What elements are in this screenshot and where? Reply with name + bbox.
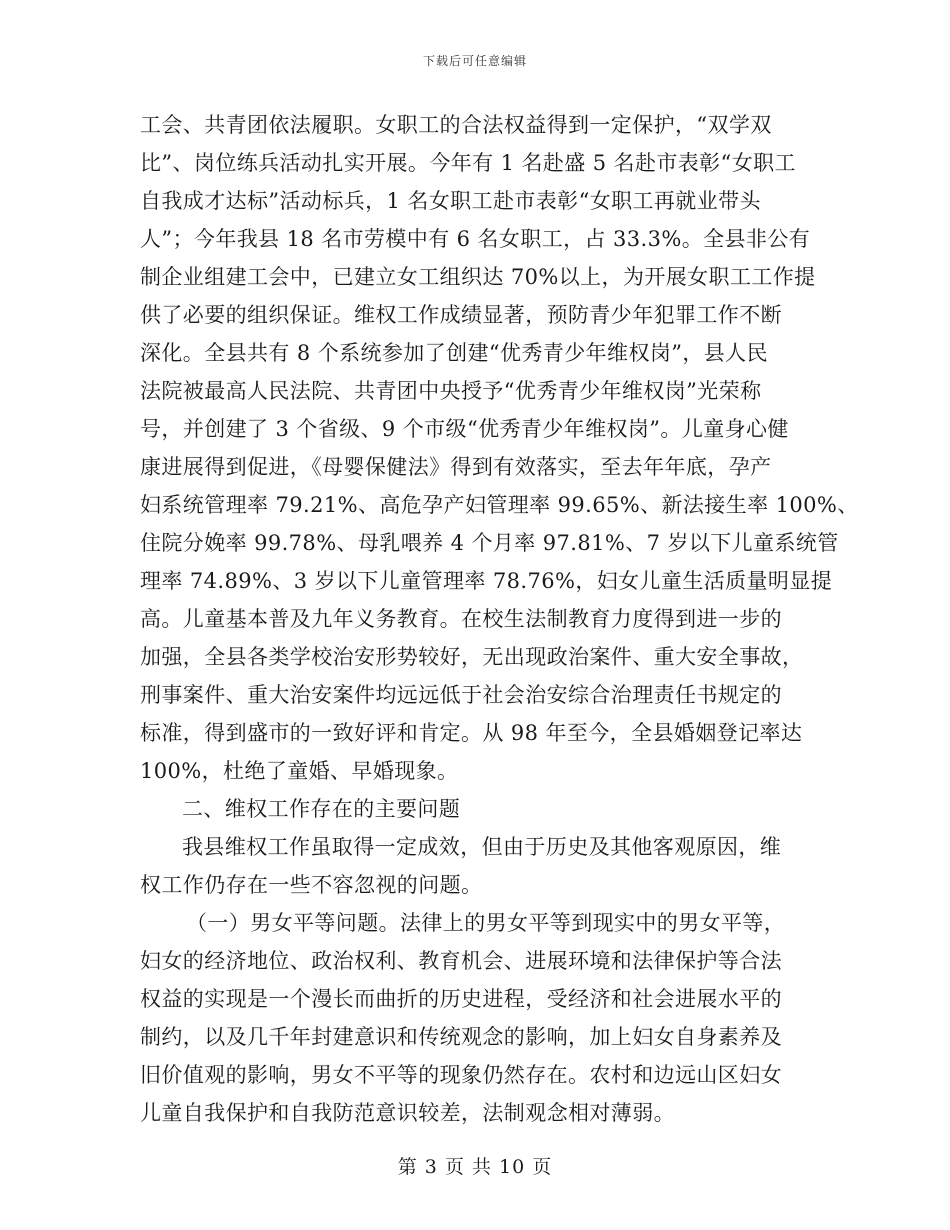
subsection-line: 儿童自我保护和自我防范意识较差，法制观念相对薄弱。 [140, 1101, 675, 1125]
intro-line: 权工作仍存在一些不容忽视的问题。 [140, 873, 483, 897]
body-line: 比”、岗位练兵活动扎实开展。今年有 1 名赴盛 5 名赴市表彰“女职工 [140, 151, 796, 175]
body-line: 100%，杜绝了童婚、早婚现象。 [140, 759, 459, 783]
body-line: 住院分娩率 99.78%、母乳喂养 4 个月率 97.81%、7 岁以下儿童系统管 [140, 531, 839, 555]
body-line: 高。儿童基本普及九年义务教育。在校生法制教育力度得到进一步的 [140, 607, 782, 631]
page-footer: 第 3 页 共 10 页 [397, 1156, 553, 1178]
body-line: 康进展得到促进，《母婴保健法》得到有效落实，至去年年底，孕产 [140, 455, 772, 479]
body-line: 刑事案件、重大治安案件均远远低于社会治安综合治理责任书规定的 [140, 683, 782, 707]
body-line: 加强，全县各类学校治安形势较好，无出现政治案件、重大安全事故， [140, 645, 804, 669]
document-body [140, 106, 859, 1132]
body-line: 工会、共青团依法履职。女职工的合法权益得到一定保护，“双学双 [140, 113, 772, 137]
body-line: 法院被最高人民法院、共青团中央授予“优秀青少年维权岗”光荣称 [140, 379, 762, 403]
subsection-line: （一）男女平等问题。法律上的男女平等到现实中的男女平等， [186, 911, 786, 935]
subsection-line: 妇女的经济地位、政治权利、教育机会、进展环境和法律保护等合法 [140, 949, 782, 973]
body-line: 标准，得到盛市的一致好评和肯定。从 98 年至今，全县婚姻登记率达 [140, 721, 803, 745]
body-line: 制企业组建工会中，已建立女工组织达 70%以上，为开展女职工工作提 [140, 265, 816, 289]
subsection-line: 制约，以及几千年封建意识和传统观念的影响，加上妇女自身素养及 [140, 1025, 782, 1049]
body-line: 自我成才达标”活动标兵，1 名女职工赴市表彰“女职工再就业带头 [140, 189, 761, 213]
body-line: 人”；今年我县 18 名市劳模中有 6 名女职工，占 33.3%。全县非公有 [140, 227, 811, 251]
subsection-line: 权益的实现是一个漫长而曲折的历史进程，受经济和社会进展水平的 [140, 987, 782, 1011]
intro-line: 我县维权工作虽取得一定成效，但由于历史及其他客观原因，维 [182, 835, 782, 859]
body-line: 理率 74.89%、3 岁以下儿童管理率 78.76%，妇女儿童生活质量明显提 [140, 569, 833, 593]
subsection-line: 旧价值观的影响，男女不平等的现象仍然存在。农村和边远山区妇女 [140, 1063, 782, 1087]
body-line: 深化。全县共有 8 个系统参加了创建“优秀青少年维权岗”，县人民 [140, 341, 768, 365]
body-line: 号，并创建了 3 个省级、9 个市级“优秀青少年维权岗”。儿童身心健 [140, 417, 789, 441]
body-line: 供了必要的组织保证。维权工作成绩显著，预防青少年犯罪工作不断 [140, 303, 782, 327]
body-line: 妇系统管理率 79.21%、高危孕产妇管理率 99.65%、新法接生率 100%、 [140, 493, 859, 517]
page-header: 下载后可任意编辑 [422, 54, 527, 68]
section-heading: 二、维权工作存在的主要问题 [182, 797, 461, 821]
